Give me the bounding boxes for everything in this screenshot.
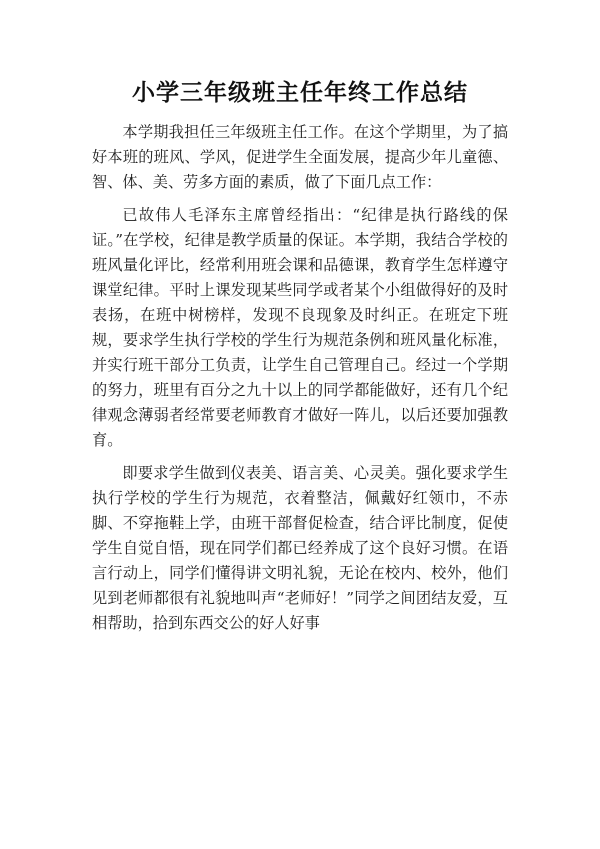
paragraph-discipline: 已故伟人毛泽东主席曾经指出：“纪律是执行路线的保证。”在学校，纪律是教学质量的保证。本学期，我结合学校的班风量化评比，经常利用班会课和品德课，教育学生怎样遵守课堂纪律。平时上课发现某些同学或者某个小组做得好的及时表扬，在班中树榜样，发现不良现象及时纠正。在班定下班规，要求学生执行学校的学生行为规范条例和班风量化标准，并实行班干部分工负责，让学生自己管理自己。经过一个学期的努力，班里有百分之九十以上的同学都能做好，还有几个纪律观念薄弱者经常要老师教育才做好一阵儿，以后还要加强教育。 [92, 206, 508, 449]
document-body [92, 120, 508, 644]
document-title: 小学三年级班主任年终工作总结 [132, 80, 468, 106]
paragraph-intro: 本学期我担任三年级班主任工作。在这个学期里，为了搞好本班的班风、学风，促进学生全面发展，提高少年儿童德、智、体、美、劳多方面的素质，做了下面几点工作： [92, 123, 508, 191]
paragraph-conduct: 即要求学生做到仪表美、语言美、心灵美。强化要求学生执行学校的学生行为规范，衣着整洁，佩戴好红领巾，不赤脚、不穿拖鞋上学，由班干部督促检查，结合评比制度，促使学生自觉自悟，现在同学们都已经养成了这个良好习惯。在语言行动上，同学们懂得讲文明礼貌，无论在校内、校外，他们见到老师都很有礼貌地叫声“老师好！”同学之间团结友爱，互相帮助，拾到东西交公的好人好事 [92, 464, 508, 632]
